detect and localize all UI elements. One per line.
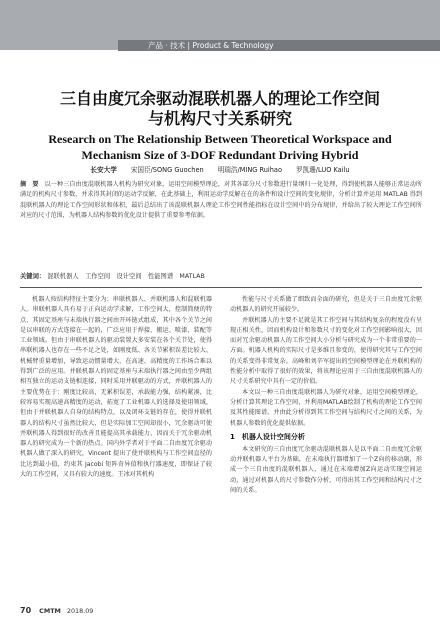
section-divider [20, 287, 422, 288]
body-column-left [20, 295, 212, 595]
author-1: 宋国臣/SONG Guochen [130, 166, 204, 174]
abstract [20, 180, 422, 254]
abstract-text: 以一种三自由度混联机器人机构为研究对象，运用空间模型理论，对其各部分尺寸参数进行量纲归一化处理，得到使机器人能够正常运动所满足的机构尺寸参数，并求得其封闭的运动学反解，在此基础上，利用运动学反解在在的条件和设计空间的变化规律，分析计算并运用 MATLAB 得到混联机器人的理论工作空间形状和体积，最后总结出了该混联机器人理论工作空间性能指标在设计空间中的分布规律，并给出了较大理论工作空间所对应的尺寸范围，为机器人结构参数的优化设计提供了重要参考依据。 [20, 181, 422, 220]
body-paragraph: 机器人按结构特征主要分为：串联机器人、并联机器人和混联机器人。串联机器人具有易于正向运动学求解，工作空间大，控制简便的特点，其固定基座与末端执行器之间由开环链式组成，其中各个关节之间是以串联的方式连接在一起的，广泛应用于焊接、搬运、喷漆、装配等工业领域。但由于串联机器人的驱动装置大多安装在各个关节处，使得串联机器人也存在一些不足之处，如刚度低、各关节累积误差比较大、机械臂重量增加，导致运动惯量增大，在高速、高精度的工作场合难以得到广泛的应用。并联机器人的固定基座与末端执行器之间由至少两组相互独立的运动支链相连接，同时采用并联驱动的方式，并联机器人的主要优势在于：刚度比较高，无累积误差，承载能力强，结构紧凑，比较容易实现高速高精度的运动，拓宽了工业机器人的选择及使用领域，但由于并联机器人自身的结构特点，以及闭环支链的存在，使得并联机器人的结构尺寸虽然比较大，但是实际加工空间却很小，冗余驱动可使并联机器人得到很好的改善且能提高其承载能力，因而关于冗余驱动机器人的研究成为一个新的热点。国内外学者对于平面二自由度冗余驱动机器人做了深入的研究，Vincent 提出了使并联机构与工作空间直径的比达到最小值，约束其 Jacobi 矩阵奇异值和执行器速度，即保证了较大的工作空间，又具有较大的速度。王冰对其机构 [20, 296, 212, 479]
abstract-label: 摘 要 [20, 181, 39, 188]
body-column-right [230, 295, 422, 595]
body-paragraph: 本文研究的三自由度冗余驱动混联机器人是以平面二自由度冗余驱动并联机器人平台为基础，在末端执行器增加了一个Z向的移动副，形成一个三自由度的混联机器人，通过在末端增加Z向运动实现空间运动，通过对机器人的尺寸参数作分析，可得出其工作空间和结构尺寸之间的关系。 [230, 445, 422, 495]
issue-date: 2018.09 [66, 607, 94, 615]
journal-name: CMTM [39, 607, 61, 615]
body-paragraph: 性能与尺寸关系做了细致而全面的研究，但是关于三自由度冗余驱动机器人的研究开展较少。 [230, 296, 422, 314]
body-paragraph: 并联机器人的主要不足就是其工作空间与其结构复杂的程度没有呈现正相关性，因而机构设计和参数尺寸的变化对工作空间影响很大，因而对冗余驱动机器人的工作空间大小分析与研究成为一个非常重要的一方面。机器人机构的实际尺寸是多维且参变的，使得研究其与工作空间的关系变得非常复杂。高峰和刘辛军提出的空间模型理论在并联机构的性能分析中取得了很好的效果，将该理论应用于三自由度混联机器人的尺寸关系研究中具有一定的价值。 [230, 316, 422, 386]
title-en-line2: Mechanism Size of 3-DOF Redundant Driving Hybrid [81, 148, 359, 162]
page-footer [20, 606, 93, 616]
title-cn-line2: 与机构尺寸关系研究 [147, 109, 292, 128]
keywords-text: 混联机器人 工作空间 设计空间 性能图谱 MATLAB [47, 273, 205, 280]
title-en-line1: Research on The Relationship Between Theoretical Workspace and [48, 132, 392, 146]
author-line [0, 166, 440, 175]
section-label: 产品 · 技术 | Product & Technology [118, 40, 440, 51]
affiliation: 长安大学 [90, 166, 117, 174]
title-cn-line1: 三自由度冗余驱动混联机器人的理论工作空间 [59, 89, 380, 108]
keywords-label: 关键词： [20, 273, 46, 280]
author-2: 明瑞浩/MING Ruihao [217, 166, 283, 174]
section-heading: 1 机器人设计空间分析 [230, 432, 305, 441]
body-paragraph: 本文以一种三自由度混联机器人为研究对象，运用空间模型理论，分析计算其理论工作空间，并利用MATLAB绘制了机构的理论工作空间及其性能图谱，并由此分析得到其工作空间与结构尺寸之间的关系，为机器人参数的优化提供依据。 [230, 388, 422, 427]
page-number: 70 [20, 606, 32, 615]
author-3: 罗凯珊/LUO Kailu [296, 166, 350, 174]
keywords [20, 272, 422, 281]
